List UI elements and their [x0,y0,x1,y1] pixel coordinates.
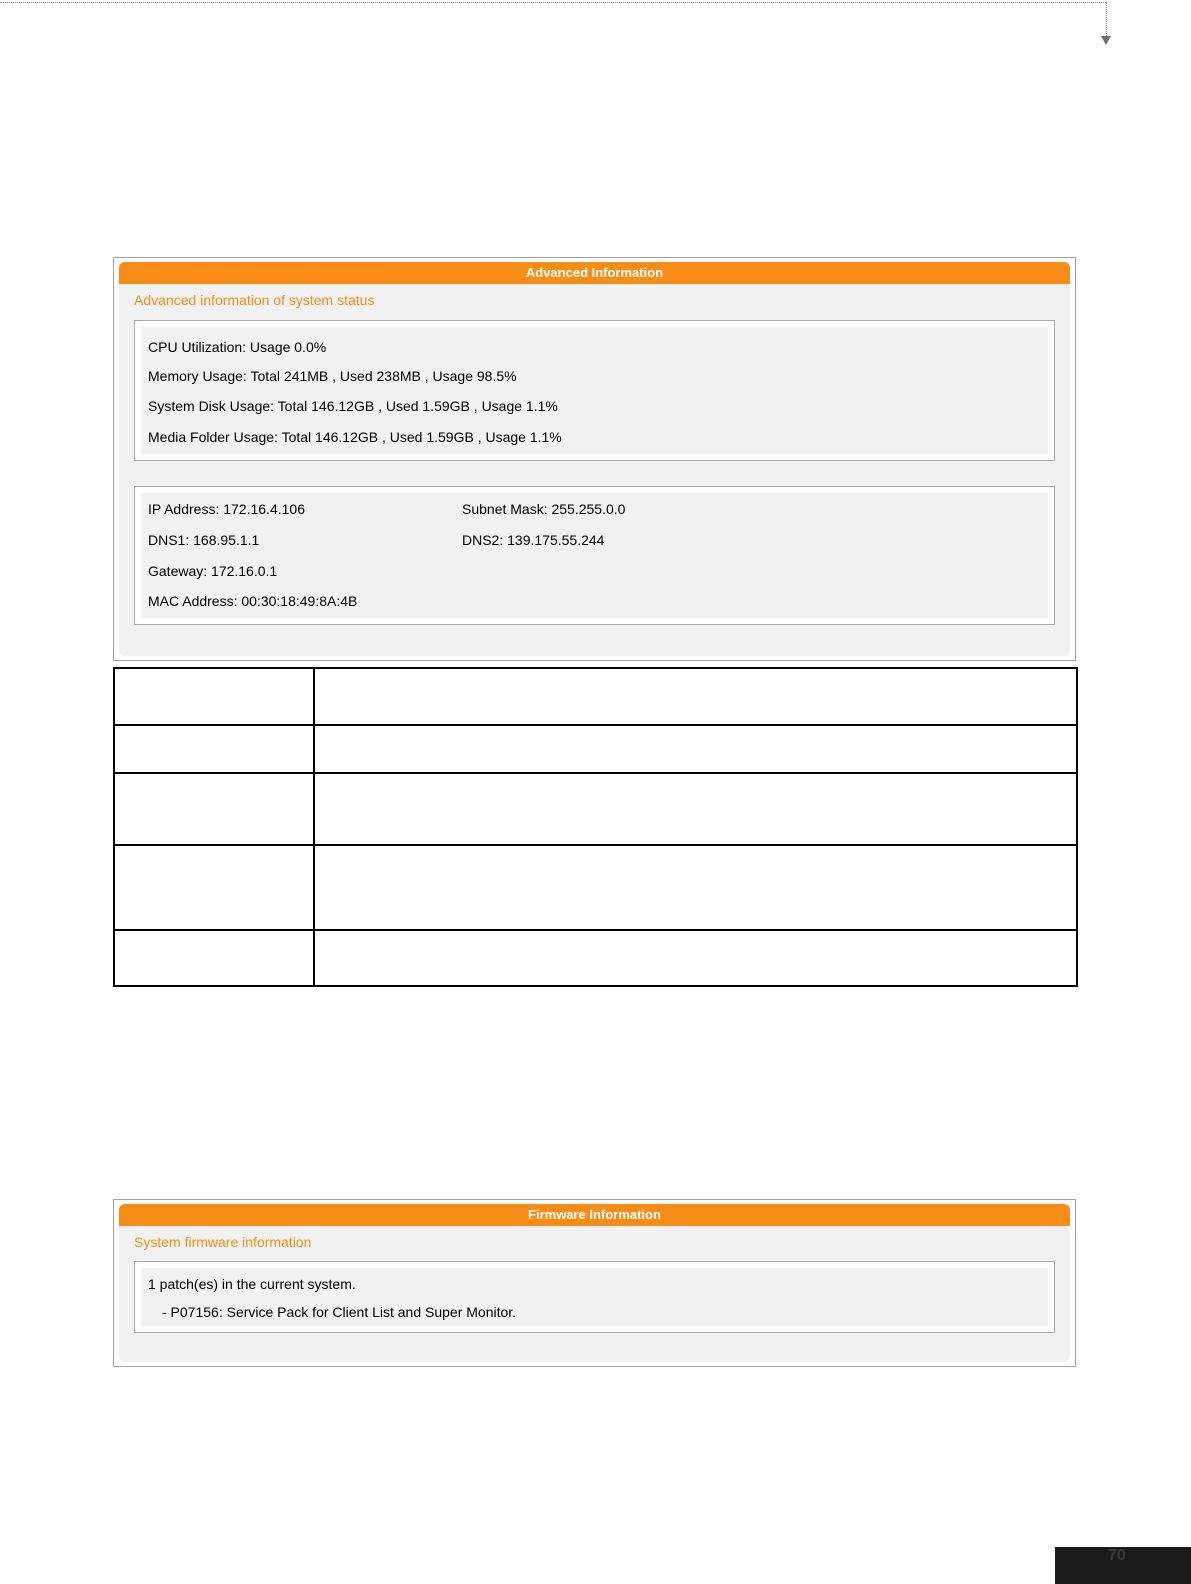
system-status-box-inner [141,327,1048,454]
firmware-info-box-inner [141,1268,1048,1326]
system-disk-usage: System Disk Usage: Total 146.12GB , Used 1.59GB , Usage 1.1% [148,398,558,414]
advanced-panel-subtitle: Advanced information of system status [134,292,375,308]
media-folder-usage: Media Folder Usage: Total 146.12GB , Used 1.59GB , Usage 1.1% [148,429,562,445]
cpu-utilization: CPU Utilization: Usage 0.0% [148,339,327,355]
guide-drop-line [1106,2,1107,40]
advanced-information-panel [113,257,1076,661]
ip-address: IP Address: 172.16.4.106 [148,501,305,517]
table-row-divider [115,929,1076,931]
table-column-divider [313,669,315,985]
advanced-panel-header: Advanced Information [119,262,1070,284]
guide-line [0,2,1106,3]
advanced-panel-body [119,262,1070,656]
gateway: Gateway: 172.16.0.1 [148,563,278,579]
description-table [113,667,1078,987]
dns2: DNS2: 139.175.55.244 [462,532,605,548]
page-number: 70 [1108,1547,1126,1564]
memory-usage: Memory Usage: Total 241MB , Used 238MB , Usage 98.5% [148,368,517,384]
table-row-divider [115,724,1076,726]
firmware-panel-header: Firmware Information [119,1204,1070,1226]
subnet-mask: Subnet Mask: 255.255.0.0 [462,501,626,517]
table-row-divider [115,844,1076,846]
firmware-panel-subtitle: System firmware information [134,1234,312,1250]
firmware-info-box [134,1261,1055,1333]
network-info-box-inner [141,493,1048,618]
patch-count: 1 patch(es) in the current system. [148,1276,356,1292]
firmware-information-panel [113,1199,1076,1367]
table-row-divider [115,772,1076,774]
mac-address: MAC Address: 00:30:18:49:8A:4B [148,593,358,609]
firmware-panel-body [119,1204,1070,1362]
guide-arrow-icon [1101,36,1111,45]
system-status-box [134,320,1055,461]
patch-item: - P07156: Service Pack for Client List and Super Monitor. [162,1304,517,1320]
network-info-box [134,486,1055,625]
dns1: DNS1: 168.95.1.1 [148,532,260,548]
